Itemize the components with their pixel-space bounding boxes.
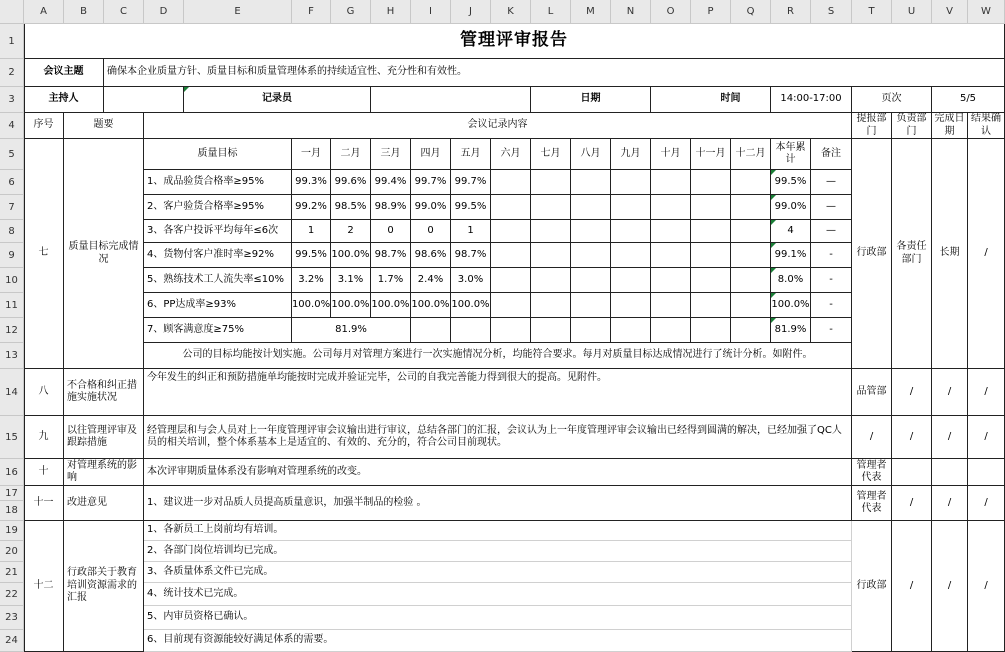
row-header-2[interactable]: 2 [0,59,24,87]
item-raise-dept[interactable]: 管理者代表 [852,486,892,521]
column-header-T[interactable]: T [852,0,892,24]
content-header[interactable]: 会议记录内容 [144,113,852,139]
column-header-A[interactable]: A [24,0,64,24]
column-header-O[interactable]: O [651,0,691,24]
item-raise-dept[interactable]: / [852,416,892,459]
empty-value-cell[interactable] [531,170,571,195]
empty-value-cell[interactable] [611,268,651,293]
value-cell[interactable]: 1.7% [371,268,411,293]
row-header-18[interactable]: 18 [0,501,24,521]
row-header-14[interactable]: 14 [0,369,24,416]
item-raise-dept[interactable]: 品管部 [852,369,892,416]
column-header-H[interactable]: H [371,0,411,24]
item-subject[interactable]: 改进意见 [64,486,144,521]
empty-value-cell[interactable] [451,318,491,343]
value-cell[interactable]: 3.2% [292,268,331,293]
comment-indicator-icon [771,220,776,225]
remark-cell[interactable]: - [811,268,852,293]
empty-value-cell[interactable] [731,318,771,343]
value-cell[interactable]: 1 [292,220,331,243]
raise-dept-header[interactable]: 提报部门 [852,113,892,139]
item-seq[interactable]: 十二 [24,521,64,652]
row-header-1[interactable]: 1 [0,24,24,59]
month-header[interactable]: 十一月 [691,139,731,170]
value-cell[interactable]: 2.4% [411,268,451,293]
item-responsible-dept[interactable]: 各责任部门 [892,139,932,369]
row-header-23[interactable]: 23 [0,606,24,630]
row-header-10[interactable]: 10 [0,268,24,293]
goal-cell[interactable]: 2、客户验货合格率≥95% [144,195,292,220]
empty-value-cell[interactable] [491,195,531,220]
value-cell[interactable]: 100.0% [371,293,411,318]
cumulative-cell[interactable]: 99.1% [771,243,811,268]
item-responsible-dept[interactable]: / [892,369,932,416]
row-header-13[interactable]: 13 [0,343,24,369]
month-header[interactable]: 七月 [531,139,571,170]
month-header[interactable]: 五月 [451,139,491,170]
empty-value-cell[interactable] [651,170,691,195]
column-header-M[interactable]: M [571,0,611,24]
page-value[interactable]: 5/5 [932,87,1005,113]
column-header-B[interactable]: B [64,0,104,24]
empty-value-cell[interactable] [571,220,611,243]
cumulative-cell[interactable]: 100.0% [771,293,811,318]
empty-value-cell[interactable] [731,268,771,293]
report-title[interactable]: 管理评审报告 [24,24,1005,59]
empty-value-cell[interactable] [571,243,611,268]
comment-indicator-icon [771,318,776,323]
cumulative-cell[interactable]: 81.9% [771,318,811,343]
topic-label[interactable]: 会议主题 [24,59,104,87]
empty-value-cell[interactable] [651,195,691,220]
empty-value-cell[interactable] [611,293,651,318]
value-cell[interactable]: 99.7% [411,170,451,195]
empty-value-cell[interactable] [531,220,571,243]
empty-value-cell[interactable] [491,170,531,195]
item-raise-dept[interactable]: 行政部 [852,521,892,652]
empty-value-cell[interactable] [691,293,731,318]
cumulative-cell[interactable]: 4 [771,220,811,243]
recorder-label[interactable]: 记录员 [184,87,371,113]
item-content-line[interactable]: 4、统计技术已完成。 [144,583,852,606]
item-done-date[interactable]: / [932,369,968,416]
remark-header[interactable]: 备注 [811,139,852,170]
empty-value-cell[interactable] [491,243,531,268]
item-result-confirm[interactable]: / [968,486,1005,521]
column-header-Q[interactable]: Q [731,0,771,24]
done-date-header[interactable]: 完成日期 [932,113,968,139]
column-header-F[interactable]: F [292,0,331,24]
item-responsible-dept[interactable]: / [892,486,932,521]
empty-value-cell[interactable] [411,318,451,343]
cumulative-cell[interactable]: 99.5% [771,170,811,195]
item-done-date[interactable] [932,459,968,486]
remark-cell[interactable]: — [811,195,852,220]
value-cell[interactable]: 99.0% [411,195,451,220]
item-seq[interactable]: 十一 [24,486,64,521]
host-label[interactable]: 主持人 [24,87,104,113]
item-content-line[interactable]: 2、各部门岗位培训均已完成。 [144,541,852,562]
responsible-dept-header[interactable]: 负责部门 [892,113,932,139]
row-header-5[interactable]: 5 [0,139,24,170]
empty-value-cell[interactable] [731,195,771,220]
empty-value-cell[interactable] [611,243,651,268]
empty-value-cell[interactable] [651,220,691,243]
value-cell[interactable]: 100.0% [331,243,371,268]
item-subject[interactable]: 对管理系统的影响 [64,459,144,486]
empty-value-cell[interactable] [531,195,571,220]
row-header-4[interactable]: 4 [0,113,24,139]
item-seq[interactable]: 八 [24,369,64,416]
topic-value[interactable]: 确保本企业质量方针、质量目标和质量管理体系的持续适宜性、充分性和有效性。 [104,59,1005,87]
column-header-P[interactable]: P [691,0,731,24]
item-done-date[interactable]: 长期 [932,139,968,369]
empty-value-cell[interactable] [691,220,731,243]
empty-value-cell[interactable] [611,220,651,243]
item-done-date[interactable]: / [932,416,968,459]
column-header-S[interactable]: S [811,0,852,24]
item-raise-dept[interactable]: 行政部 [852,139,892,369]
value-cell[interactable]: 100.0% [411,293,451,318]
row-header-12[interactable]: 12 [0,318,24,343]
empty-value-cell[interactable] [731,170,771,195]
month-header[interactable]: 三月 [371,139,411,170]
row-header-22[interactable]: 22 [0,583,24,606]
column-header-N[interactable]: N [611,0,651,24]
month-header[interactable]: 九月 [611,139,651,170]
item-content[interactable]: 1、建议进一步对品质人员提高质量意识，加强半制品的检验 。 [144,486,852,521]
comment-indicator-icon [771,195,776,200]
column-header-C[interactable]: C [104,0,144,24]
month-header[interactable]: 二月 [331,139,371,170]
column-header-D[interactable]: D [144,0,184,24]
row-header-9[interactable]: 9 [0,243,24,268]
column-header-J[interactable]: J [451,0,491,24]
item-content-line[interactable]: 3、各质量体系文件已完成。 [144,562,852,583]
month-header[interactable]: 十月 [651,139,691,170]
month-header[interactable]: 六月 [491,139,531,170]
comment-indicator-icon [771,268,776,273]
empty-value-cell[interactable] [531,318,571,343]
empty-value-cell[interactable] [571,195,611,220]
item-result-confirm[interactable]: / [968,139,1005,369]
empty-value-cell[interactable] [691,195,731,220]
value-cell[interactable]: 0 [411,220,451,243]
column-header-K[interactable]: K [491,0,531,24]
time-value[interactable]: 14:00-17:00 [771,87,852,113]
item-content[interactable]: 今年发生的纠正和预防措施单均能按时完成并验证完毕，公司的自我完善能力得到很大的提高。见附件。 [144,369,852,416]
result-confirm-header[interactable]: 结果确认 [968,113,1005,139]
row-header-11[interactable]: 11 [0,293,24,318]
remark-cell[interactable]: — [811,170,852,195]
item-responsible-dept[interactable] [892,459,932,486]
goal-cell[interactable]: 1、成品验货合格率≥95% [144,170,292,195]
empty-value-cell[interactable] [691,243,731,268]
column-header-U[interactable]: U [892,0,932,24]
empty-value-cell[interactable] [651,293,691,318]
merged-value-cell[interactable]: 81.9% [292,318,411,343]
empty-value-cell[interactable] [531,293,571,318]
empty-value-cell[interactable] [691,268,731,293]
goal-cell[interactable]: 7、顾客满意度≥75% [144,318,292,343]
column-header-E[interactable]: E [184,0,292,24]
value-cell[interactable]: 98.7% [371,243,411,268]
empty-value-cell[interactable] [571,318,611,343]
value-cell[interactable]: 99.7% [451,170,491,195]
item-seq[interactable]: 九 [24,416,64,459]
empty-value-cell[interactable] [691,318,731,343]
value-cell[interactable]: 98.9% [371,195,411,220]
empty-value-cell[interactable] [491,293,531,318]
value-cell[interactable]: 0 [371,220,411,243]
empty-value-cell[interactable] [491,318,531,343]
empty-value-cell[interactable] [491,220,531,243]
cumulative-header[interactable]: 本年累计 [771,139,811,170]
column-header-W[interactable]: W [968,0,1005,24]
row-header-24[interactable]: 24 [0,630,24,652]
item-result-confirm[interactable]: / [968,369,1005,416]
empty-value-cell[interactable] [651,268,691,293]
time-label[interactable]: 时间 [691,87,771,113]
empty-value-cell[interactable] [691,170,731,195]
value-cell[interactable]: 99.5% [292,243,331,268]
item-responsible-dept[interactable]: / [892,416,932,459]
empty-value-cell[interactable] [731,220,771,243]
empty-value-cell[interactable] [531,268,571,293]
quality-summary[interactable]: 公司的目标均能按计划实施。公司每月对管理方案进行一次实施情况分析，均能符合要求。每月对质量目标达成情况进行了统计分析。如附件。 [144,343,852,369]
value-cell[interactable]: 99.2% [292,195,331,220]
recorder-value[interactable] [371,87,531,113]
row-header-8[interactable]: 8 [0,220,24,243]
month-header[interactable]: 八月 [571,139,611,170]
value-cell[interactable]: 1 [451,220,491,243]
row-header-19[interactable]: 19 [0,521,24,541]
item-content[interactable]: 经管理层和与会人员对上一年度管理评审会议输出进行审议，总结各部门的汇报，会议认为上一年度管理评审会议输出已经得到圆满的解决，已经加强了QC人员的相关培训，整个体系基本上是适宜的、有效的、充分的，符合公司目前现状。 [144,416,852,459]
empty-value-cell[interactable] [611,170,651,195]
value-cell[interactable]: 99.3% [292,170,331,195]
empty-value-cell[interactable] [491,268,531,293]
item-subject[interactable]: 以往管理评审及跟踪措施 [64,416,144,459]
value-cell[interactable]: 99.5% [451,195,491,220]
page-label[interactable]: 页次 [852,87,932,113]
empty-value-cell[interactable] [731,243,771,268]
comment-indicator-icon [771,293,776,298]
value-cell[interactable]: 98.6% [411,243,451,268]
value-cell[interactable]: 2 [331,220,371,243]
item-subject[interactable]: 不合格和纠正措施实施状况 [64,369,144,416]
value-cell[interactable]: 100.0% [292,293,331,318]
item-responsible-dept[interactable]: / [892,521,932,652]
item-result-confirm[interactable]: / [968,521,1005,652]
empty-value-cell[interactable] [731,293,771,318]
comment-indicator-icon [184,87,189,92]
empty-value-cell[interactable] [531,243,571,268]
empty-value-cell[interactable] [571,293,611,318]
item-seq[interactable]: 十 [24,459,64,486]
comment-indicator-icon [771,170,776,175]
month-header[interactable]: 一月 [292,139,331,170]
item-subject[interactable]: 行政部关于教育培训资源需求的汇报 [64,521,144,652]
row-header-3[interactable]: 3 [0,87,24,113]
value-cell[interactable]: 99.4% [371,170,411,195]
cumulative-cell[interactable]: 8.0% [771,268,811,293]
empty-value-cell[interactable] [571,170,611,195]
remark-cell[interactable]: - [811,243,852,268]
host-value[interactable] [104,87,184,113]
row-header-15[interactable]: 15 [0,416,24,459]
remark-cell[interactable]: - [811,318,852,343]
month-header[interactable]: 四月 [411,139,451,170]
column-header-L[interactable]: L [531,0,571,24]
item-done-date[interactable]: / [932,521,968,652]
goal-header[interactable]: 质量目标 [144,139,292,170]
row-header-16[interactable]: 16 [0,459,24,486]
row-header-20[interactable]: 20 [0,541,24,562]
empty-value-cell[interactable] [611,318,651,343]
column-header-R[interactable]: R [771,0,811,24]
comment-indicator-icon [771,243,776,248]
item-content[interactable]: 本次评审期质量体系没有影响对管理系统的改变。 [144,459,852,486]
row-header-7[interactable]: 7 [0,195,24,220]
empty-value-cell[interactable] [651,318,691,343]
remark-cell[interactable]: — [811,220,852,243]
remark-cell[interactable]: - [811,293,852,318]
item-content-line[interactable]: 1、各新员工上岗前均有培训。 [144,521,852,541]
date-label[interactable]: 日期 [531,87,651,113]
month-header[interactable]: 十二月 [731,139,771,170]
empty-value-cell[interactable] [611,195,651,220]
item-seq[interactable]: 七 [24,139,64,369]
empty-value-cell[interactable] [651,243,691,268]
value-cell[interactable]: 3.0% [451,268,491,293]
goal-cell[interactable]: 4、货物付客户准时率≥92% [144,243,292,268]
item-result-confirm[interactable] [968,459,1005,486]
row-header-6[interactable]: 6 [0,170,24,195]
column-header-G[interactable]: G [331,0,371,24]
item-subject[interactable]: 质量目标完成情况 [64,139,144,369]
column-header-I[interactable]: I [411,0,451,24]
select-all-corner[interactable] [0,0,24,24]
item-done-date[interactable]: / [932,486,968,521]
column-header-V[interactable]: V [932,0,968,24]
value-cell[interactable]: 99.6% [331,170,371,195]
value-cell[interactable]: 100.0% [451,293,491,318]
item-content-line[interactable]: 5、内审员资格已确认。 [144,606,852,630]
goal-cell[interactable]: 3、各客户投诉平均每年≤6次 [144,220,292,243]
value-cell[interactable]: 3.1% [331,268,371,293]
goal-cell[interactable]: 6、PP达成率≥93% [144,293,292,318]
value-cell[interactable]: 98.5% [331,195,371,220]
seq-header[interactable]: 序号 [24,113,64,139]
empty-value-cell[interactable] [571,268,611,293]
row-header-17[interactable]: 17 [0,486,24,501]
goal-cell[interactable]: 5、熟练技术工人流失率≤10% [144,268,292,293]
item-content-line[interactable]: 6、目前现有资源能较好满足体系的需要。 [144,630,852,652]
item-result-confirm[interactable]: / [968,416,1005,459]
table-left-border [24,24,25,652]
value-cell[interactable]: 98.7% [451,243,491,268]
value-cell[interactable]: 100.0% [331,293,371,318]
cumulative-cell[interactable]: 99.0% [771,195,811,220]
item-raise-dept[interactable]: 管理者代表 [852,459,892,486]
row-header-21[interactable]: 21 [0,562,24,583]
subject-header[interactable]: 题要 [64,113,144,139]
